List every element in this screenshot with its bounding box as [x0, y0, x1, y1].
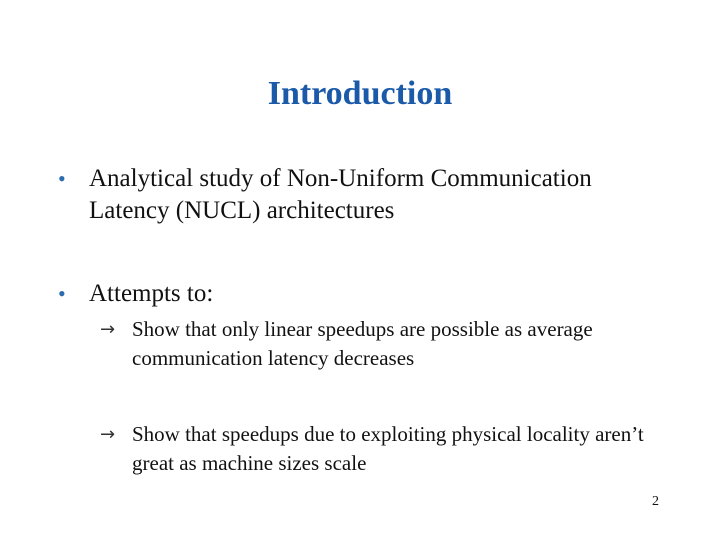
- arrow-icon: →: [100, 424, 116, 445]
- sub-bullet-item: [100, 420, 680, 478]
- bullet-item: [58, 278, 668, 310]
- bullet-item: [58, 163, 668, 227]
- page-number: 2: [652, 494, 659, 509]
- slide-title: Introduction: [267, 75, 453, 112]
- sub-bullet-item: [100, 315, 680, 373]
- arrow-icon: →: [100, 319, 116, 340]
- bullet-marker: •: [58, 166, 66, 191]
- sub-bullet-text: Show that speedups due to exploiting physical locality aren’t great as machine sizes scale: [132, 422, 644, 475]
- bullet-text: Analytical study of Non-Uniform Communication Latency (NUCL) architectures: [89, 165, 592, 224]
- sub-bullet-text: Show that only linear speedups are possible as average communication latency decreases: [132, 317, 593, 370]
- bullet-marker: •: [58, 281, 66, 306]
- bullet-text: Attempts to:: [89, 280, 214, 307]
